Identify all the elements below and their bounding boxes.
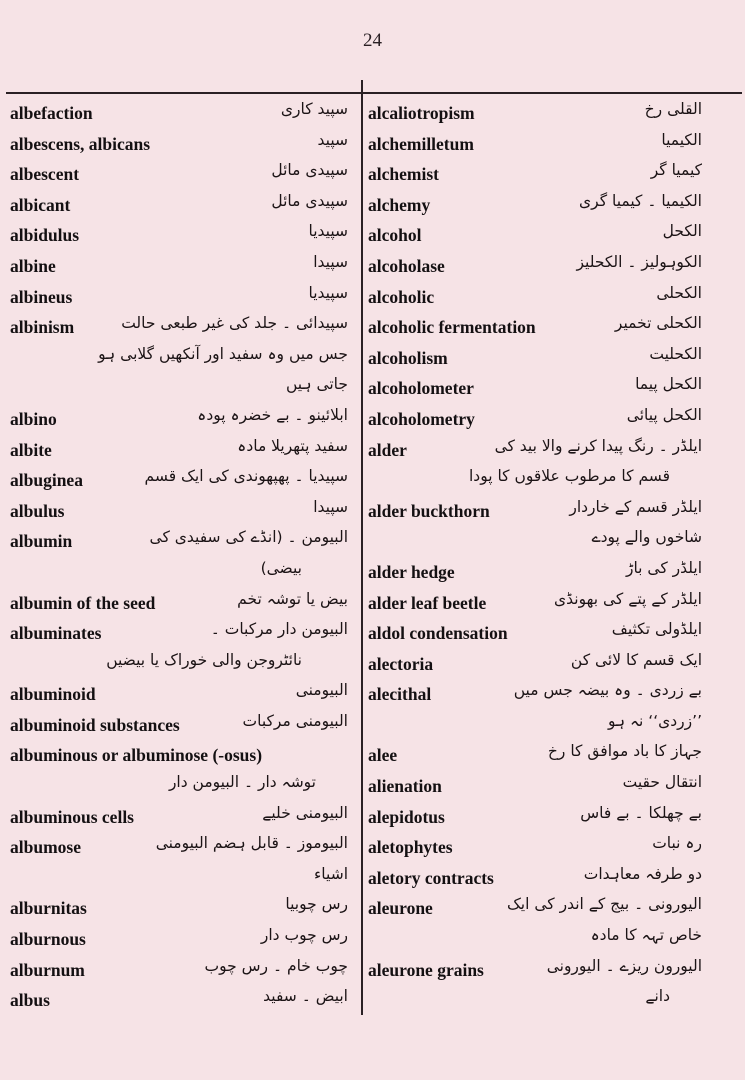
entry-line	[368, 614, 702, 645]
entry-gloss: البیومن ۔ (انڈے کی سفیدی کی	[149, 528, 348, 547]
entry-gloss: رس چوب دار	[260, 926, 348, 945]
entry-term: albulus	[10, 500, 65, 521]
entry-line	[368, 675, 702, 706]
entry-term: albescens, albicans	[10, 133, 151, 154]
entry-gloss: سپیدی مائل	[271, 161, 348, 180]
entry-line	[368, 339, 702, 370]
entry-line	[10, 981, 348, 1012]
entry-gloss-continuation: خاص تہہ کا مادہ	[590, 926, 702, 945]
entry-line	[368, 645, 702, 676]
entry-gloss: سپیدیا	[308, 283, 348, 302]
entry-gloss: ایلڈر ۔ رنگ پیدا کرنے والا بید کی	[494, 436, 702, 455]
entry-term: albite	[10, 439, 52, 460]
entry-gloss: سپیدائی ۔ جلد کی غیر طبعی حالت	[121, 314, 348, 333]
entry-gloss: البیومن دار مرکبات ۔	[210, 620, 348, 639]
entry-term: alepidotus	[368, 806, 445, 827]
entry-term: aleurone grains	[368, 959, 484, 980]
entry-line	[368, 186, 702, 217]
entry-gloss-continuation: قسم کا مرطوب علاقوں کا پودا	[468, 467, 670, 486]
entry-gloss: سپید کاری	[280, 100, 348, 118]
entry-term: aletophytes	[368, 837, 453, 858]
entry-gloss: رہ نبات	[652, 834, 702, 853]
entry-line	[368, 889, 702, 920]
entry-gloss: ابلائینو ۔ بے خضرہ پودہ	[197, 405, 348, 424]
entry-term: albumin	[10, 531, 73, 552]
entry-line	[368, 278, 702, 309]
entry-term: albuminoid substances	[10, 714, 180, 735]
entry-term: albuminous cells	[10, 806, 134, 827]
entry-line	[10, 828, 348, 859]
entry-gloss: سپیدیا	[308, 222, 348, 241]
entry-term: albumin of the seed	[10, 592, 156, 613]
entry-gloss-continuation: دانے	[645, 987, 670, 1006]
entry-line	[368, 400, 702, 431]
entry-term: albefaction	[10, 103, 93, 123]
entry-term: alcoholometry	[368, 408, 475, 429]
entry-line	[10, 889, 348, 920]
entry-term: alder buckthorn	[368, 500, 490, 521]
entry-gloss: الکحلی	[656, 283, 702, 302]
left-column	[10, 94, 348, 1074]
entry-line	[10, 278, 348, 309]
entry-line	[368, 951, 702, 982]
entry-term: alcoholism	[368, 347, 448, 368]
entry-gloss-continuation: اشیاء	[314, 864, 348, 883]
entry-continuation	[10, 369, 348, 400]
entry-gloss-continuation: جاتی ہیں	[285, 375, 348, 394]
entry-term: alchemy	[368, 194, 431, 215]
entry-line	[10, 94, 348, 125]
entry-continuation	[368, 461, 702, 492]
entry-gloss: البیوموز ۔ قابل ہضم البیومنی	[155, 834, 348, 853]
entry-term: albineus	[10, 286, 73, 307]
entry-term: alder leaf beetle	[368, 592, 487, 613]
entry-line	[10, 155, 348, 186]
entry-line	[368, 492, 702, 523]
entry-term: albinism	[10, 317, 75, 338]
entry-term: albescent	[10, 164, 80, 185]
entry-term: alburnitas	[10, 898, 87, 919]
entry-term: alchemist	[368, 164, 439, 185]
entry-line	[10, 492, 348, 523]
entry-term: alcoholase	[368, 255, 445, 276]
entry-term: alcoholic fermentation	[368, 317, 536, 338]
entry-term: alienation	[368, 776, 442, 797]
entry-gloss-continuation: توشہ دار ۔ البیومن دار	[168, 773, 316, 792]
entry-line	[10, 798, 348, 829]
column-divider	[361, 80, 363, 1015]
entry-line	[368, 155, 702, 186]
entry-gloss: الکحلیت	[649, 344, 702, 363]
entry-gloss: البیومنی خلیے	[262, 803, 348, 822]
entry-gloss: سفید پتھریلا مادہ	[237, 436, 348, 455]
entry-line	[10, 308, 348, 339]
entry-gloss: ابیض ۔ سفید	[263, 987, 348, 1006]
entry-gloss: الکوہولیز ۔ الکحلیز	[576, 252, 702, 271]
entry-term: albuginea	[10, 470, 83, 491]
entry-line	[10, 247, 348, 278]
entry-gloss: سپیدیا ۔ پھپھوندی کی ایک قسم	[144, 467, 348, 486]
entry-line	[10, 736, 348, 767]
entry-gloss: الکحلی تخمیر	[614, 314, 702, 333]
entry-continuation	[368, 981, 702, 1012]
entry-line	[368, 308, 702, 339]
entry-line	[368, 767, 702, 798]
entry-line	[368, 736, 702, 767]
entry-term: albicant	[10, 194, 71, 215]
entry-continuation	[10, 339, 348, 370]
entry-line	[368, 125, 702, 156]
entry-term: alcoholic	[368, 286, 435, 307]
entry-line	[10, 584, 348, 615]
entry-gloss: جہاز کا باد موافق کا رخ	[547, 742, 702, 761]
entry-term: alchemilletum	[368, 133, 474, 154]
entry-line	[368, 94, 702, 125]
entry-term: alecithal	[368, 684, 432, 705]
entry-gloss-continuation: بیضی)	[260, 558, 302, 577]
entry-line	[368, 369, 702, 400]
entry-gloss: ایلڈر کے پتے کی بھونڈی	[554, 589, 702, 608]
entry-term: albus	[10, 990, 50, 1011]
entry-continuation	[10, 767, 348, 798]
entry-term: albine	[10, 255, 56, 276]
entry-continuation	[10, 645, 348, 676]
entry-gloss: ایک قسم کا لائی کن	[570, 650, 702, 669]
entry-line	[10, 216, 348, 247]
entry-gloss: الکحل پیائی	[626, 405, 702, 424]
entry-term: alburnous	[10, 929, 86, 950]
entry-gloss: بے زردی ۔ وہ بیضہ جس میں	[513, 681, 702, 700]
entry-gloss-continuation: جس میں وہ سفید اور آنکھیں گلابی ہو	[98, 344, 348, 363]
entry-term: alcaliotropism	[368, 103, 475, 123]
entry-gloss: الکحل پیما	[635, 375, 702, 394]
entry-term: aleurone	[368, 898, 433, 919]
entry-gloss: القلی رخ	[644, 100, 702, 118]
entry-gloss-continuation: ’’زردی‘‘ نہ ہو	[607, 711, 702, 730]
entry-term: albuminous or albuminose (-osus)	[10, 745, 263, 766]
entry-term: alee	[368, 745, 398, 766]
entry-gloss: البیومنی مرکبات	[242, 711, 348, 730]
entry-term: albuminoid	[10, 684, 96, 705]
entry-line	[368, 859, 702, 890]
entry-continuation	[10, 859, 348, 890]
entry-gloss: ایلڈولی تکثیف	[611, 620, 702, 639]
entry-term: albidulus	[10, 225, 80, 246]
entry-line	[10, 675, 348, 706]
entry-line	[368, 216, 702, 247]
entry-line	[10, 186, 348, 217]
entry-gloss: ایلڈر قسم کے خاردار	[569, 497, 702, 516]
page-number: 24	[363, 30, 382, 51]
entry-term: alectoria	[368, 653, 434, 674]
entry-gloss: الکحل	[662, 222, 702, 241]
entry-term: alburnum	[10, 959, 85, 980]
entry-gloss: کیمیا گر	[650, 161, 702, 180]
entry-term: aletory contracts	[368, 867, 494, 888]
entry-line	[10, 125, 348, 156]
entry-gloss: الکیمیا ۔ کیمیا گری	[579, 191, 702, 210]
entry-gloss: چوب خام ۔ رس چوب	[204, 956, 348, 975]
entry-gloss: الیورون ریزے ۔ الیورونی	[546, 956, 702, 975]
entry-gloss: سپیدا	[313, 252, 348, 271]
right-column	[368, 94, 702, 1074]
entry-gloss: بیض یا توشہ تخم	[237, 589, 348, 608]
entry-line	[368, 431, 702, 462]
entry-line	[10, 522, 348, 553]
entry-line	[10, 614, 348, 645]
entry-gloss-continuation: شاخوں والے پودے	[591, 528, 702, 547]
entry-gloss: الکیمیا	[661, 130, 702, 149]
entry-gloss: دو طرفہ معاہدات	[583, 864, 702, 883]
entry-term: alder hedge	[368, 561, 455, 582]
entry-gloss: سپیدی مائل	[271, 191, 348, 210]
entry-line	[368, 584, 702, 615]
entry-term: albino	[10, 408, 57, 429]
entry-term: albuminates	[10, 623, 102, 644]
entry-line	[368, 247, 702, 278]
entry-continuation	[368, 706, 702, 737]
entry-line	[10, 951, 348, 982]
entry-term: aldol condensation	[368, 623, 508, 644]
entry-line	[10, 706, 348, 737]
entry-continuation	[368, 920, 702, 951]
entry-line	[10, 920, 348, 951]
entry-term: albumose	[10, 837, 81, 858]
entry-line	[10, 400, 348, 431]
entry-continuation	[10, 553, 348, 584]
entry-gloss: بے چھلکا ۔ بے فاس	[580, 803, 702, 822]
entry-gloss: الیورونی ۔ بیج کے اندر کی ایک	[506, 895, 702, 914]
entry-term: alder	[368, 439, 407, 460]
entry-gloss: انتقال حقیت	[622, 773, 702, 792]
entry-term: alcoholometer	[368, 378, 474, 399]
entry-gloss: البیومنی	[295, 681, 348, 700]
entry-term: alcohol	[368, 225, 422, 246]
entry-continuation	[368, 522, 702, 553]
entry-gloss: سپید	[317, 130, 348, 149]
entry-line	[368, 798, 702, 829]
entry-line	[368, 828, 702, 859]
entry-gloss: سپیدا	[313, 497, 348, 516]
entry-line	[10, 431, 348, 462]
entry-gloss: رس چوبیا	[285, 895, 348, 914]
entry-line	[10, 461, 348, 492]
entry-gloss-continuation: نائٹروجن والی خوراک یا بیضیں	[106, 650, 302, 669]
entry-line	[368, 553, 702, 584]
entry-gloss: ایلڈر کی باڑ	[625, 558, 702, 577]
